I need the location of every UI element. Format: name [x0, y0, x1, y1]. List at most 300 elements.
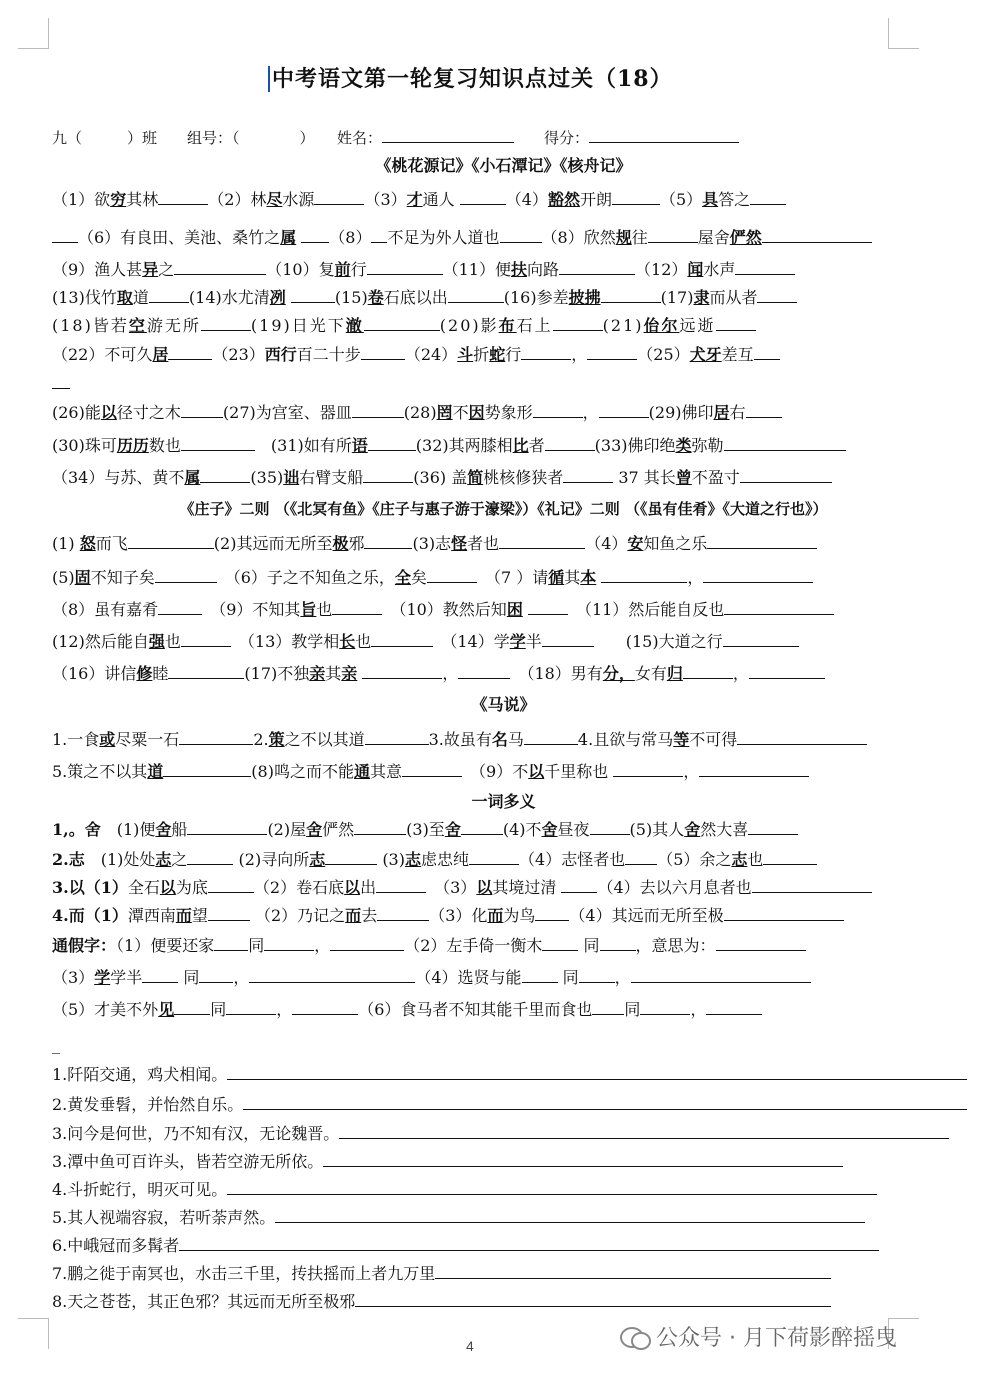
- answer-blank[interactable]: [458, 662, 510, 679]
- question-text: 之: [158, 260, 175, 279]
- answer-blank[interactable]: [371, 630, 433, 647]
- question-text: 37 其长: [618, 468, 676, 487]
- question-text: (8)鸣之而不能: [251, 762, 354, 781]
- question-text: 也: [316, 600, 333, 619]
- question-text: 6.中峨冠而多髯者: [52, 1236, 180, 1255]
- s3-line-2: [52, 760, 1001, 783]
- question-text: 俨然: [322, 820, 355, 839]
- key-character: 而: [175, 906, 192, 925]
- question-text: (17)不独: [244, 664, 310, 683]
- question-text: （1）欲: [52, 190, 111, 209]
- key-character: 全: [394, 568, 411, 587]
- question-text: （4）志怪者也: [519, 850, 626, 869]
- question-text: 船: [171, 820, 188, 839]
- question-text: 往: [631, 228, 648, 247]
- question-text: (21): [602, 316, 644, 335]
- key-character: 而: [487, 906, 504, 925]
- key-character: 因: [468, 403, 485, 422]
- answer-blank[interactable]: [749, 662, 825, 679]
- answer-blank[interactable]: [155, 566, 217, 583]
- answer-blank[interactable]: [763, 848, 817, 865]
- answer-blank[interactable]: [750, 188, 786, 205]
- answer-blank[interactable]: [187, 848, 233, 865]
- answer-blank[interactable]: [200, 466, 250, 483]
- answer-blank[interactable]: [746, 401, 782, 418]
- answer-blank[interactable]: [227, 1178, 877, 1195]
- answer-blank[interactable]: [364, 532, 412, 549]
- question-text: (15): [334, 288, 368, 307]
- question-text: (32)其两膝相: [415, 436, 513, 455]
- answer-blank[interactable]: [716, 934, 806, 951]
- answer-blank[interactable]: [592, 998, 624, 1015]
- answer-blank[interactable]: [579, 966, 615, 983]
- answer-blank[interactable]: [168, 343, 212, 360]
- question-text: （8）欣然: [541, 228, 616, 247]
- s3-line-1: [52, 728, 1001, 751]
- answer-blank[interactable]: [522, 966, 558, 983]
- question-text: 8.天之苍苍，其正色邪？其远而无所至极邪: [52, 1292, 356, 1311]
- s4-line-3: [52, 876, 1001, 899]
- answer-blank[interactable]: [427, 566, 477, 583]
- answer-blank[interactable]: [601, 566, 687, 583]
- key-character: 归: [666, 664, 683, 683]
- question-text: (3)至: [406, 820, 445, 839]
- question-text: ，: [233, 968, 250, 987]
- answer-blank[interactable]: [52, 226, 78, 243]
- s5-line-2: [52, 966, 1001, 989]
- question-text: 也: [355, 632, 372, 651]
- answer-blank[interactable]: [323, 1150, 843, 1167]
- answer-blank[interactable]: [376, 876, 426, 893]
- answer-blank[interactable]: [754, 343, 780, 360]
- key-character: 强: [148, 632, 165, 651]
- answer-blank[interactable]: [226, 998, 276, 1015]
- key-character: 具: [702, 190, 719, 209]
- key-character: 而: [345, 906, 362, 925]
- answer-blank[interactable]: [402, 760, 462, 777]
- question-text: 学半: [110, 968, 143, 987]
- answer-blank[interactable]: [600, 934, 636, 951]
- answer-blank[interactable]: [371, 226, 387, 243]
- question-text: (33)佛印绝: [594, 436, 676, 455]
- watermark-text: 公众号 · 月下荷影醉摇曳: [656, 1325, 897, 1351]
- key-character: 志: [309, 850, 326, 869]
- question-text: ，: [732, 664, 749, 683]
- question-text: 同: [562, 968, 579, 987]
- key-character: 类: [675, 436, 692, 455]
- question-text: （9）不: [478, 762, 529, 781]
- question-text: （6）食马者不知其能千里而食也: [358, 1000, 593, 1019]
- question-text: 全石: [127, 878, 160, 897]
- answer-blank[interactable]: [542, 630, 594, 647]
- answer-blank[interactable]: [314, 188, 364, 205]
- key-character: 行: [280, 345, 297, 364]
- answer-blank[interactable]: [158, 188, 208, 205]
- question-text: 不足: [387, 228, 420, 247]
- answer-blank[interactable]: [181, 434, 255, 451]
- question-text: 其: [564, 568, 581, 587]
- answer-blank[interactable]: [264, 934, 314, 951]
- answer-blank[interactable]: [553, 314, 603, 331]
- key-character: 罔: [436, 403, 453, 422]
- answer-blank[interactable]: [363, 466, 413, 483]
- answer-blank[interactable]: [181, 630, 231, 647]
- answer-blank[interactable]: [752, 876, 872, 893]
- question-text: (13)伐竹: [52, 288, 117, 307]
- answer-blank[interactable]: [355, 1290, 831, 1307]
- question-text: （12）: [635, 260, 688, 279]
- key-character: 居: [152, 345, 169, 364]
- answer-blank[interactable]: [601, 286, 661, 303]
- question-text: ，: [687, 568, 704, 587]
- key-character: 怪: [451, 534, 468, 553]
- answer-blank[interactable]: [179, 728, 253, 745]
- question-text: （5）才美不外: [52, 1000, 159, 1019]
- key-character: 斗: [457, 345, 474, 364]
- answer-blank[interactable]: [163, 760, 251, 777]
- answer-blank[interactable]: [52, 372, 70, 389]
- answer-blank[interactable]: [361, 343, 405, 360]
- answer-blank[interactable]: [587, 343, 637, 360]
- question-text: 望: [191, 906, 208, 925]
- question-text: (27)为宫室、器皿: [222, 403, 352, 422]
- s1-line-3: [52, 258, 1001, 281]
- answer-blank[interactable]: [469, 848, 519, 865]
- key-character: 空: [128, 316, 147, 335]
- question-text: ，: [442, 664, 459, 683]
- question-text: 2.: [253, 730, 269, 749]
- question-text: 5.策之不以其: [52, 762, 148, 781]
- section-heading-2: 《庄子》二则 （《北冥有鱼》《庄子与惠子游于濠梁》）《礼记》二则 （《虽有佳肴》《大道之行也》）: [179, 500, 828, 518]
- answer-blank[interactable]: [640, 998, 690, 1015]
- key-character: 修: [136, 664, 153, 683]
- answer-blank[interactable]: [339, 1122, 949, 1139]
- answer-blank[interactable]: [724, 434, 846, 451]
- key-character: 名: [491, 730, 508, 749]
- question-text: ，意思为：: [635, 936, 716, 955]
- answer-blank[interactable]: [460, 188, 506, 205]
- key-character: 尽: [266, 190, 283, 209]
- answer-blank[interactable]: [542, 934, 578, 951]
- answer-blank[interactable]: [435, 1262, 831, 1279]
- answer-blank[interactable]: [533, 401, 583, 418]
- question-text: （14）学: [449, 632, 510, 651]
- question-text: （3）: [442, 878, 477, 897]
- question-text: (14)水尤清: [188, 288, 270, 307]
- question-text: 其林: [126, 190, 159, 209]
- key-character: 志: [155, 850, 172, 869]
- question-text: ，: [683, 762, 700, 781]
- question-text: （10）复: [266, 260, 335, 279]
- answer-blank[interactable]: [364, 314, 440, 331]
- key-character: 策: [268, 730, 285, 749]
- key-character: 循: [548, 568, 565, 587]
- question-text: （8）虽有嘉肴: [52, 600, 159, 619]
- answer-blank[interactable]: [149, 286, 189, 303]
- key-character: 通假字：: [52, 936, 117, 955]
- answer-blank[interactable]: [528, 598, 568, 615]
- answer-blank[interactable]: [179, 1234, 879, 1251]
- s4-line-4: [52, 904, 1001, 927]
- answer-blank[interactable]: [199, 966, 233, 983]
- answer-blank[interactable]: [740, 466, 832, 483]
- question-text: （7 ）请: [492, 568, 549, 587]
- key-character: 规: [615, 228, 632, 247]
- question-text: 水声: [703, 260, 736, 279]
- question-text: 为外人道也: [419, 228, 500, 247]
- question-text: （4）: [505, 190, 548, 209]
- answer-blank[interactable]: [368, 434, 416, 451]
- question-text: （11）然后能自反也: [583, 600, 725, 619]
- question-text: 答之: [718, 190, 751, 209]
- key-character: 豁然: [547, 190, 580, 209]
- key-character: 诎: [283, 468, 300, 487]
- question-text: (31)如有所: [270, 436, 352, 455]
- key-character: 分，: [602, 664, 635, 683]
- key-character: 西: [264, 345, 281, 364]
- key-character: 冽: [269, 288, 286, 307]
- key-character: 曾: [675, 468, 692, 487]
- question-text: 然大喜: [700, 820, 749, 839]
- answer-blank[interactable]: [706, 998, 762, 1015]
- question-text: 其: [325, 664, 342, 683]
- answer-blank[interactable]: [521, 343, 571, 360]
- answer-blank[interactable]: [174, 258, 266, 275]
- key-character: 穷: [110, 190, 127, 209]
- question-text: (3)志: [412, 534, 452, 553]
- answer-blank[interactable]: [227, 1063, 967, 1080]
- question-text: （3）: [52, 968, 95, 987]
- answer-blank[interactable]: [208, 904, 250, 921]
- answer-blank[interactable]: [128, 532, 214, 549]
- answer-blank[interactable]: [243, 1093, 967, 1110]
- translate-item-1: [52, 1063, 1001, 1086]
- answer-blank[interactable]: [612, 188, 660, 205]
- question-text: （6）有良田、美池、桑竹之: [78, 228, 281, 247]
- answer-blank[interactable]: [699, 760, 809, 777]
- answer-blank[interactable]: [590, 818, 630, 835]
- answer-blank[interactable]: [201, 314, 251, 331]
- key-character: 语: [351, 436, 368, 455]
- question-text: ，: [690, 1000, 707, 1019]
- s2-line-5: [52, 662, 1001, 685]
- question-text: (2)寻向所: [238, 850, 310, 869]
- answer-blank[interactable]: [365, 728, 429, 745]
- answer-blank[interactable]: [703, 566, 813, 583]
- question-text: （11）便: [442, 260, 511, 279]
- question-text: （25）: [637, 345, 690, 364]
- score-blank[interactable]: [589, 126, 739, 143]
- question-text: （6）子之不知鱼之乐，: [232, 568, 395, 587]
- question-text: 同: [210, 1000, 227, 1019]
- answer-blank[interactable]: [724, 598, 834, 615]
- question-text: 3.问今是何世，乃不知有汉，无论魏晋。: [52, 1124, 340, 1143]
- answer-blank[interactable]: [354, 818, 406, 835]
- question-text: 弥勒: [691, 436, 724, 455]
- answer-blank[interactable]: [762, 226, 872, 243]
- answer-blank[interactable]: [757, 286, 797, 303]
- question-text: 5.其人视端容寂，若听荼声然。: [52, 1208, 276, 1227]
- answer-blank[interactable]: [181, 401, 223, 418]
- question-text: 同: [583, 936, 600, 955]
- answer-blank[interactable]: [648, 226, 698, 243]
- question-text: 睦: [152, 664, 169, 683]
- question-text: 右: [729, 403, 746, 422]
- page-title: 中考语文第一轮复习知识点过关（18）: [268, 66, 673, 92]
- question-text: 数也: [148, 436, 181, 455]
- question-text: (2)屋: [267, 820, 307, 839]
- question-text: 也: [164, 632, 181, 651]
- answer-blank[interactable]: [737, 728, 867, 745]
- question-text: 不: [452, 403, 469, 422]
- page-number: 4: [466, 1338, 474, 1354]
- answer-blank[interactable]: [716, 314, 756, 331]
- question-text: (29)佛印: [648, 403, 714, 422]
- answer-blank[interactable]: [724, 904, 844, 921]
- question-text: 不知子矣: [90, 568, 155, 587]
- question-text: （8）: [329, 228, 372, 247]
- question-text: 道: [132, 288, 149, 307]
- question-text: (28): [403, 403, 437, 422]
- key-character: 布: [498, 316, 517, 335]
- answer-blank[interactable]: [275, 1206, 865, 1223]
- answer-blank[interactable]: [559, 258, 635, 275]
- answer-blank[interactable]: [461, 818, 503, 835]
- question-text: 3.潭中鱼可百许头，皆若空游无所依。: [52, 1152, 324, 1171]
- question-text: 同: [624, 1000, 641, 1019]
- name-blank[interactable]: [382, 126, 514, 143]
- question-text: （9）不知其: [218, 600, 301, 619]
- question-text: 为底: [175, 878, 208, 897]
- wechat-icon: [620, 1325, 650, 1347]
- translate-item-2: [52, 1093, 1001, 1116]
- s1-line-1: [52, 188, 1001, 211]
- student-info-line: [52, 126, 1001, 149]
- key-character: 亲: [309, 664, 326, 683]
- answer-blank[interactable]: [330, 934, 404, 951]
- question-text: （3）: [364, 190, 407, 209]
- key-character: 取: [116, 288, 133, 307]
- answer-blank[interactable]: [735, 258, 795, 275]
- answer-blank[interactable]: [500, 226, 542, 243]
- s1-line-5: [52, 314, 1001, 337]
- answer-blank[interactable]: [499, 532, 585, 549]
- answer-blank[interactable]: [249, 966, 415, 983]
- question-text: 屋舍: [697, 228, 730, 247]
- answer-blank[interactable]: [332, 598, 382, 615]
- question-text: 者也: [467, 534, 500, 553]
- s5-line-1: [52, 934, 1001, 957]
- translate-item-4: [52, 1150, 1001, 1173]
- question-text: 虑忠纯: [421, 850, 470, 869]
- question-text: （4）其远而无所至极: [569, 906, 724, 925]
- question-text: (17): [660, 288, 694, 307]
- answer-blank[interactable]: [174, 998, 210, 1015]
- answer-blank[interactable]: [362, 662, 442, 679]
- answer-blank[interactable]: [535, 904, 569, 921]
- answer-blank[interactable]: [367, 258, 443, 275]
- question-text: （2）卷石底: [253, 878, 345, 897]
- key-character: 以: [476, 878, 493, 897]
- class-group-name-label: 九（ ）班 组号：（ ） 姓名：: [52, 129, 383, 147]
- question-text: (26)能: [52, 403, 101, 422]
- question-text: 其境过清: [492, 878, 557, 897]
- s2-line-1: [52, 532, 1001, 555]
- answer-blank[interactable]: [631, 966, 811, 983]
- answer-blank[interactable]: [625, 848, 657, 865]
- answer-blank[interactable]: [168, 662, 244, 679]
- key-character: 简: [467, 468, 484, 487]
- s2-line-2: [52, 566, 1001, 589]
- key-character: 3.以（1）: [52, 878, 128, 897]
- question-text: 径寸之木: [116, 403, 181, 422]
- question-text: 1.一食: [52, 730, 100, 749]
- answer-blank[interactable]: [187, 818, 267, 835]
- answer-blank[interactable]: [545, 434, 595, 451]
- question-text: 不盈寸: [691, 468, 740, 487]
- answer-blank[interactable]: [292, 998, 358, 1015]
- section-heading-4: 一词多义: [471, 792, 536, 811]
- answer-blank[interactable]: [563, 466, 613, 483]
- question-text: （24）: [404, 345, 458, 364]
- question-text: （4）: [585, 534, 628, 553]
- answer-blank[interactable]: [377, 904, 429, 921]
- question-text: (5): [52, 568, 75, 587]
- key-character: 居: [713, 403, 730, 422]
- answer-blank[interactable]: [158, 598, 202, 615]
- answer-blank[interactable]: [291, 286, 335, 303]
- question-text: （2）乃记之: [254, 906, 346, 925]
- key-character: 佁尔: [643, 316, 680, 335]
- answer-blank[interactable]: [352, 401, 404, 418]
- key-character: 1,。舍: [52, 820, 101, 839]
- question-text: 差互: [721, 345, 754, 364]
- answer-blank[interactable]: [613, 760, 683, 777]
- answer-blank[interactable]: [707, 532, 817, 549]
- s1-line-6: （22）不可久居 （23）西行百二十步 （24）斗折蛇行 ， （25）犬牙差互: [52, 343, 1001, 366]
- question-text: （16）讲信: [52, 664, 137, 683]
- answer-blank[interactable]: [325, 848, 377, 865]
- answer-blank[interactable]: [524, 728, 578, 745]
- key-character: 怒: [79, 534, 96, 553]
- key-character: 以: [100, 403, 117, 422]
- question-text: (1): [52, 534, 80, 553]
- question-text: 折: [473, 345, 490, 364]
- answer-blank[interactable]: [448, 286, 504, 303]
- answer-blank[interactable]: [301, 226, 329, 243]
- answer-blank[interactable]: [599, 401, 649, 418]
- key-character: 学: [94, 968, 111, 987]
- section-heading-1: 《桃花源记》《小石潭记》《核舟记》: [375, 156, 632, 175]
- question-text: 开朗: [579, 190, 612, 209]
- key-character: 扶: [511, 260, 528, 279]
- crop-mark-top-right: [888, 18, 919, 49]
- answer-blank[interactable]: [214, 934, 248, 951]
- question-text: 也: [747, 850, 764, 869]
- answer-blank[interactable]: [142, 966, 178, 983]
- answer-blank[interactable]: [561, 876, 597, 893]
- question-text: 向路: [527, 260, 560, 279]
- question-text: （5）: [659, 190, 703, 209]
- answer-blank[interactable]: [683, 662, 733, 679]
- answer-blank[interactable]: [748, 818, 798, 835]
- answer-blank[interactable]: [208, 876, 254, 893]
- answer-blank[interactable]: [723, 630, 799, 647]
- question-text: 3.故虽有: [428, 730, 492, 749]
- question-text: (36) 盖: [413, 468, 468, 487]
- crop-mark-top-left: [18, 18, 49, 49]
- question-text: 去: [361, 906, 378, 925]
